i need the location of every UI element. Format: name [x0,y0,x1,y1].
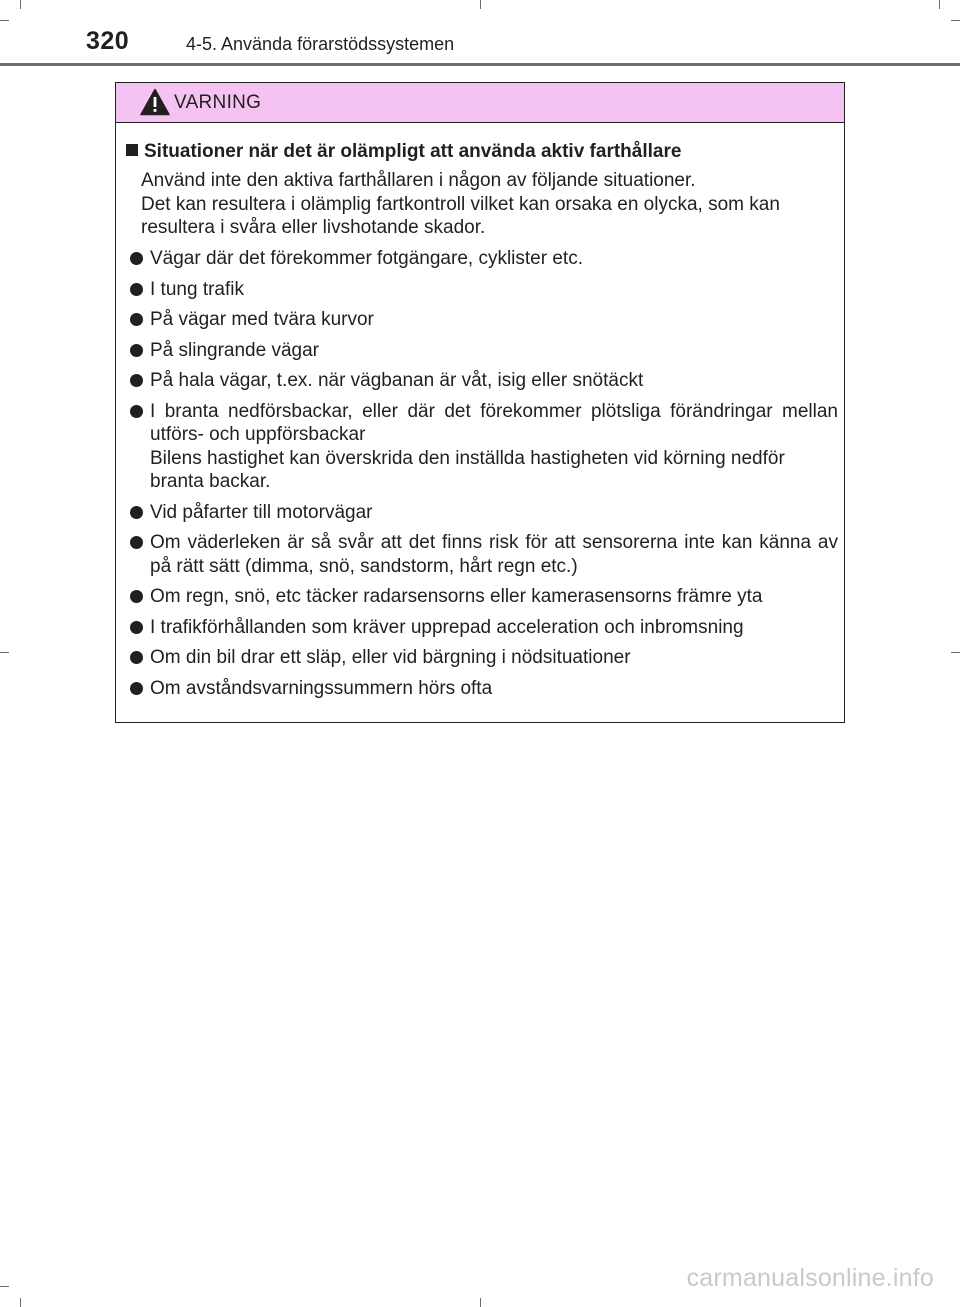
warning-intro [141,169,841,240]
list-item-text: I trafikförhållanden som kräver upprepad acceleration och inbromsning [150,616,744,638]
list-item-text: Om regn, snö, etc täcker radarsensorns eller kamerasensorns främre yta [150,586,763,607]
bullet-icon [130,283,143,296]
list-item-text: I tung trafik [150,278,244,300]
page-number: 320 [86,27,130,55]
crop-mark [0,652,9,653]
bullet-icon [130,682,143,695]
list-item-text: På hala vägar, t.ex. när vägbanan är våt, isig eller snötäckt [150,370,644,391]
crop-mark [0,1286,9,1287]
watermark: carmanualsonline.info [686,1264,934,1292]
subheading-text: Situationer när det är olämpligt att använda aktiv farthållare [144,141,682,162]
list-item [126,585,838,609]
list-item [126,247,838,271]
list-item-text: Om din bil drar ett släp, eller vid bärgning i nödsituationer [150,647,631,668]
bullet-icon [130,590,143,603]
bullet-icon [130,374,143,387]
crop-mark [480,1298,481,1307]
warning-triangle-icon [140,88,170,116]
list-item-text: Vid påfarter till motorvägar [150,501,373,523]
intro-line: Använd inte den aktiva farthållaren i någon av följande situationer. [141,170,696,191]
header-divider [0,63,960,66]
bullet-icon [130,536,143,549]
list-item [126,531,838,578]
bullet-icon [130,506,143,519]
bullet-icon [130,313,143,326]
section-title: 4-5. Använda förarstödssystemen [186,34,455,54]
list-item-text: I branta nedförsbackar, eller där det förekommer plötsliga förändringar mellan utförs- och uppförsbackar [150,400,838,445]
list-item-text: Om avståndsvarningssummern hörs ofta [150,677,493,699]
intro-line: Det kan resultera i olämplig fartkontroll vilket kan orsaka en olycka, som kan resultera i svåra eller livshotande skador. [141,193,780,238]
list-item [126,501,838,525]
list-item-text: Om väderleken är så svår att det finns risk för att sensorerna inte kan känna av på rätt sätt (dimma, snö, sandstorm, hårt regn etc.) [150,532,838,577]
list-item-text: På slingrande vägar [150,339,319,361]
warning-title: VARNING [174,92,262,113]
list-item [126,308,838,332]
list-item [126,677,838,701]
warning-box [115,82,845,723]
bullet-icon [130,405,143,418]
list-item-text: På vägar med tvära kurvor [150,309,374,330]
warning-header [116,83,844,123]
list-item-text: Vägar där det förekommer fotgängare, cyklister etc. [150,248,583,269]
list-item [126,278,838,302]
list-item [126,339,838,363]
list-item [126,646,838,670]
list-item [126,616,838,640]
situation-list [126,247,838,707]
bullet-icon [130,651,143,664]
crop-mark [20,1298,21,1307]
page-header [0,0,960,68]
warning-subheading [126,141,681,163]
bullet-icon [130,252,143,265]
bullet-icon [130,621,143,634]
list-item-note: Bilens hastighet kan överskrida den inställda hastigheten vid körning nedför branta backar. [150,447,785,492]
square-marker-icon [126,144,138,156]
list-item [126,400,838,494]
crop-mark [951,652,960,653]
bullet-icon [130,344,143,357]
list-item [126,369,838,393]
